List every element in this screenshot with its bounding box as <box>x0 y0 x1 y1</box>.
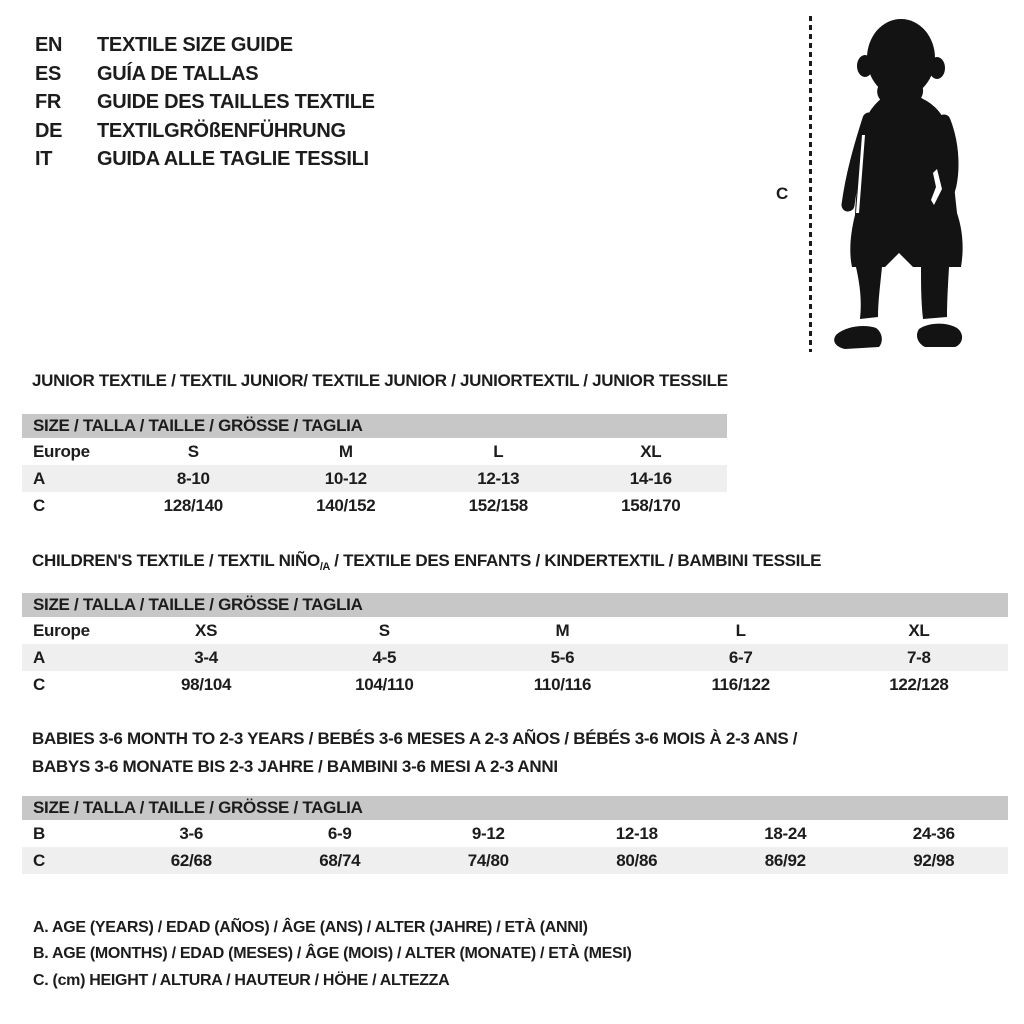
junior-size-table <box>22 438 727 519</box>
table-cell: 74/80 <box>414 847 563 874</box>
table-cell: 24-36 <box>912 823 955 843</box>
table-row <box>22 644 1008 671</box>
table-cell: 12-18 <box>615 823 658 843</box>
language-row-en <box>35 31 375 60</box>
table-cell: 80/86 <box>563 847 712 874</box>
table-row <box>22 438 727 465</box>
table-cell: C <box>33 674 45 694</box>
table-cell: 7-8 <box>830 644 1008 671</box>
guide-title: GUÍA DE TALLAS <box>97 62 259 85</box>
table-cell: 116/122 <box>711 674 770 694</box>
table-cell: L <box>493 441 504 461</box>
table-cell: XL <box>908 620 930 640</box>
language-code: IT <box>35 148 53 171</box>
babies-size-table <box>22 820 1008 874</box>
guide-title: TEXTILE SIZE GUIDE <box>97 34 293 56</box>
table-cell: 92/98 <box>860 847 1009 874</box>
language-code: FR <box>35 91 62 114</box>
legend-footnotes <box>33 915 632 994</box>
children-size-table <box>22 617 1008 698</box>
table-row <box>22 617 1008 644</box>
language-row-es <box>35 60 375 89</box>
table-cell: A <box>22 644 117 671</box>
junior-section-heading: JUNIOR TEXTILE / TEXTIL JUNIOR/ TEXTILE JUNIOR / JUNIORTEXTIL / JUNIOR TESSILE <box>32 371 728 390</box>
table-row <box>22 820 1008 847</box>
table-cell: Europe <box>33 441 90 461</box>
babies-size-header-bar: SIZE / TALLA / TAILLE / GRÖSSE / TAGLIA <box>22 796 1008 820</box>
table-cell: 68/74 <box>266 847 415 874</box>
table-cell: 3-6 <box>179 823 204 843</box>
table-cell: 6-7 <box>652 644 830 671</box>
language-guide <box>35 31 375 174</box>
table-cell: 152/158 <box>468 495 528 515</box>
language-code: EN <box>35 34 63 56</box>
table-row <box>22 671 1008 698</box>
table-cell: C <box>33 495 45 515</box>
footnote-b: B. AGE (MONTHS) / EDAD (MESES) / ÂGE (MOIS) / ALTER (MONATE) / ETÀ (MESI) <box>33 945 632 963</box>
table-cell: 158/170 <box>621 495 681 515</box>
table-cell: 6-9 <box>327 823 352 843</box>
children-heading-text: CHILDREN'S TEXTILE / TEXTIL NIÑO <box>32 551 320 570</box>
table-cell: 14-16 <box>575 465 728 492</box>
table-row <box>22 847 1008 874</box>
children-section-heading <box>32 551 821 573</box>
table-cell: A <box>22 465 117 492</box>
table-cell: 9-12 <box>471 823 505 843</box>
table-cell: 98/104 <box>180 674 232 694</box>
toddler-silhouette <box>825 16 967 353</box>
table-cell: 4-5 <box>295 644 473 671</box>
table-cell: 122/128 <box>889 674 949 694</box>
table-cell: S <box>378 620 390 640</box>
table-row <box>22 492 727 519</box>
guide-title: GUIDA ALLE TAGLIE TESSILI <box>97 148 369 171</box>
table-cell: B <box>33 823 45 843</box>
table-cell: L <box>735 620 746 640</box>
table-row <box>22 465 727 492</box>
table-cell: S <box>187 441 199 461</box>
table-cell: 12-13 <box>422 465 575 492</box>
table-cell: 110/116 <box>533 674 592 694</box>
babies-section-heading <box>32 725 797 781</box>
table-cell: 10-12 <box>270 465 423 492</box>
footnote-c: C. (cm) HEIGHT / ALTURA / HAUTEUR / HÖHE / ALTEZZA <box>33 971 450 989</box>
junior-size-header-bar: SIZE / TALLA / TAILLE / GRÖSSE / TAGLIA <box>22 414 727 438</box>
table-cell: M <box>338 441 353 461</box>
guide-title: TEXTILGRÖßENFÜHRUNG <box>97 119 346 142</box>
babies-heading-line-1: BABIES 3-6 MONTH TO 2-3 YEARS / BEBÉS 3-6 MESES A 2-3 AÑOS / BÉBÉS 3-6 MOIS À 2-3 ANS / <box>32 729 798 748</box>
table-cell: 62/68 <box>117 847 266 874</box>
table-cell: M <box>555 620 570 640</box>
table-cell: 18-24 <box>764 823 807 843</box>
table-cell: C <box>22 847 117 874</box>
footnote-a: A. AGE (YEARS) / EDAD (AÑOS) / ÂGE (ANS) / ALTER (JAHRE) / ETÀ (ANNI) <box>33 919 588 936</box>
language-code: DE <box>35 119 63 142</box>
table-cell: 128/140 <box>163 495 223 515</box>
table-cell: 140/152 <box>316 495 376 515</box>
table-cell: 3-4 <box>117 644 295 671</box>
babies-heading-line-2: BABYS 3-6 MONATE BIS 2-3 JAHRE / BAMBINI 3-6 MESI A 2-3 ANNI <box>32 757 558 776</box>
table-cell: XS <box>195 620 218 640</box>
table-cell: 5-6 <box>473 644 651 671</box>
children-heading-text: / TEXTILE DES ENFANTS / KINDERTEXTIL / BAMBINI TESSILE <box>329 551 822 570</box>
height-measure-dotted-line <box>809 16 812 352</box>
table-cell: 104/110 <box>355 674 414 694</box>
children-heading-subscript: /A <box>319 561 330 573</box>
language-code: ES <box>35 62 62 85</box>
language-row-de <box>35 117 375 146</box>
height-label: C <box>776 184 788 203</box>
children-size-header-bar: SIZE / TALLA / TAILLE / GRÖSSE / TAGLIA <box>22 593 1008 617</box>
language-row-it <box>35 145 375 174</box>
table-cell: XL <box>640 441 662 461</box>
table-cell: 86/92 <box>711 847 860 874</box>
guide-title: GUIDE DES TAILLES TEXTILE <box>97 91 375 114</box>
language-row-fr <box>35 88 375 117</box>
table-cell: 8-10 <box>117 465 270 492</box>
table-cell: Europe <box>33 620 90 640</box>
